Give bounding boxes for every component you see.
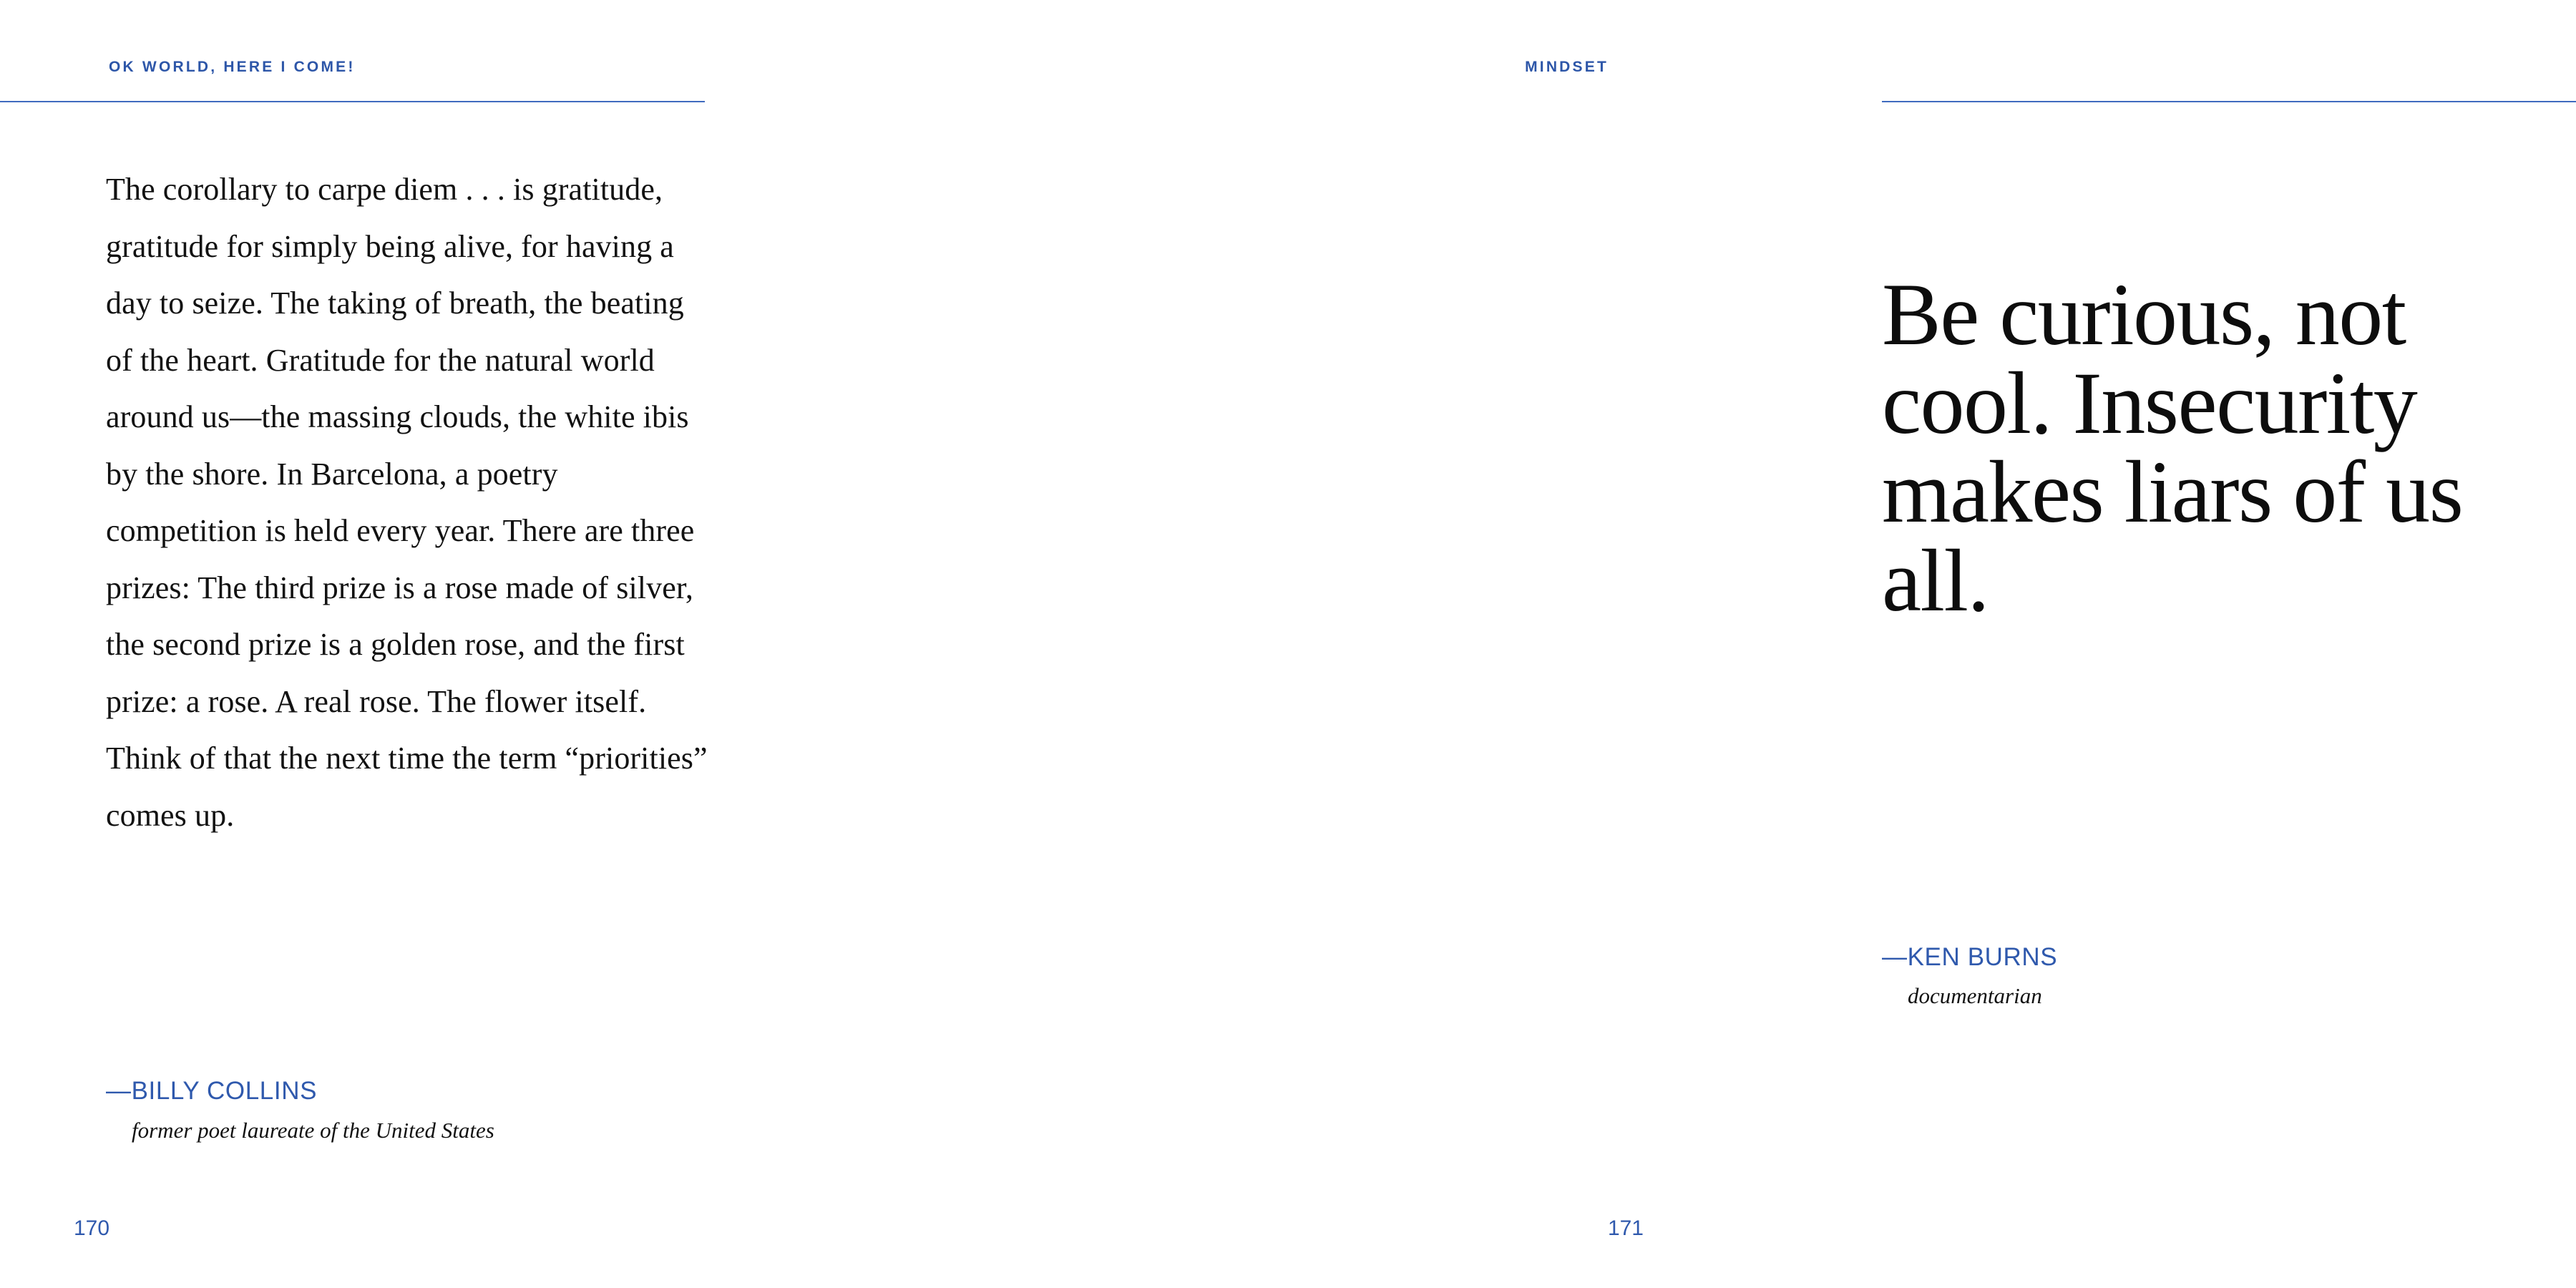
running-head-left: OK WORLD, HERE I COME! (109, 59, 356, 75)
page-number-right: 171 (1607, 1216, 1644, 1240)
left-page (0, 0, 859, 1288)
attribution-name-right: —KEN BURNS (1882, 943, 2058, 971)
header-rule-left (0, 101, 705, 102)
page-number-left: 170 (74, 1216, 110, 1240)
body-paragraph: The corollary to carpe diem . . . is gratitude, gratitude for simply being alive, for having a day to seize. The taking of breath, the beating of the heart. Gratitude for the natural world around us—the massing clouds, the white ibis by the shore. In Barcelona, a poetry competition is held every year. There are three prizes: The third prize is a rose made of silver, the second prize is a golden rose, and the first prize: a rose. A real rose. The flower itself. Think of that the next time the term “priorities” comes up. (106, 172, 708, 833)
header-rule-right (1882, 101, 2576, 102)
attribution-name-left: —BILLY COLLINS (106, 1077, 318, 1105)
attribution-role-right: documentarian (1908, 983, 2042, 1008)
pull-quote: Be curious, not cool. Insecurity makes liars of us all. (1882, 265, 2463, 630)
attribution-role-left: former poet laureate of the United States (132, 1118, 494, 1143)
right-page (859, 0, 2463, 1288)
running-head-right: MINDSET (1525, 59, 1609, 75)
